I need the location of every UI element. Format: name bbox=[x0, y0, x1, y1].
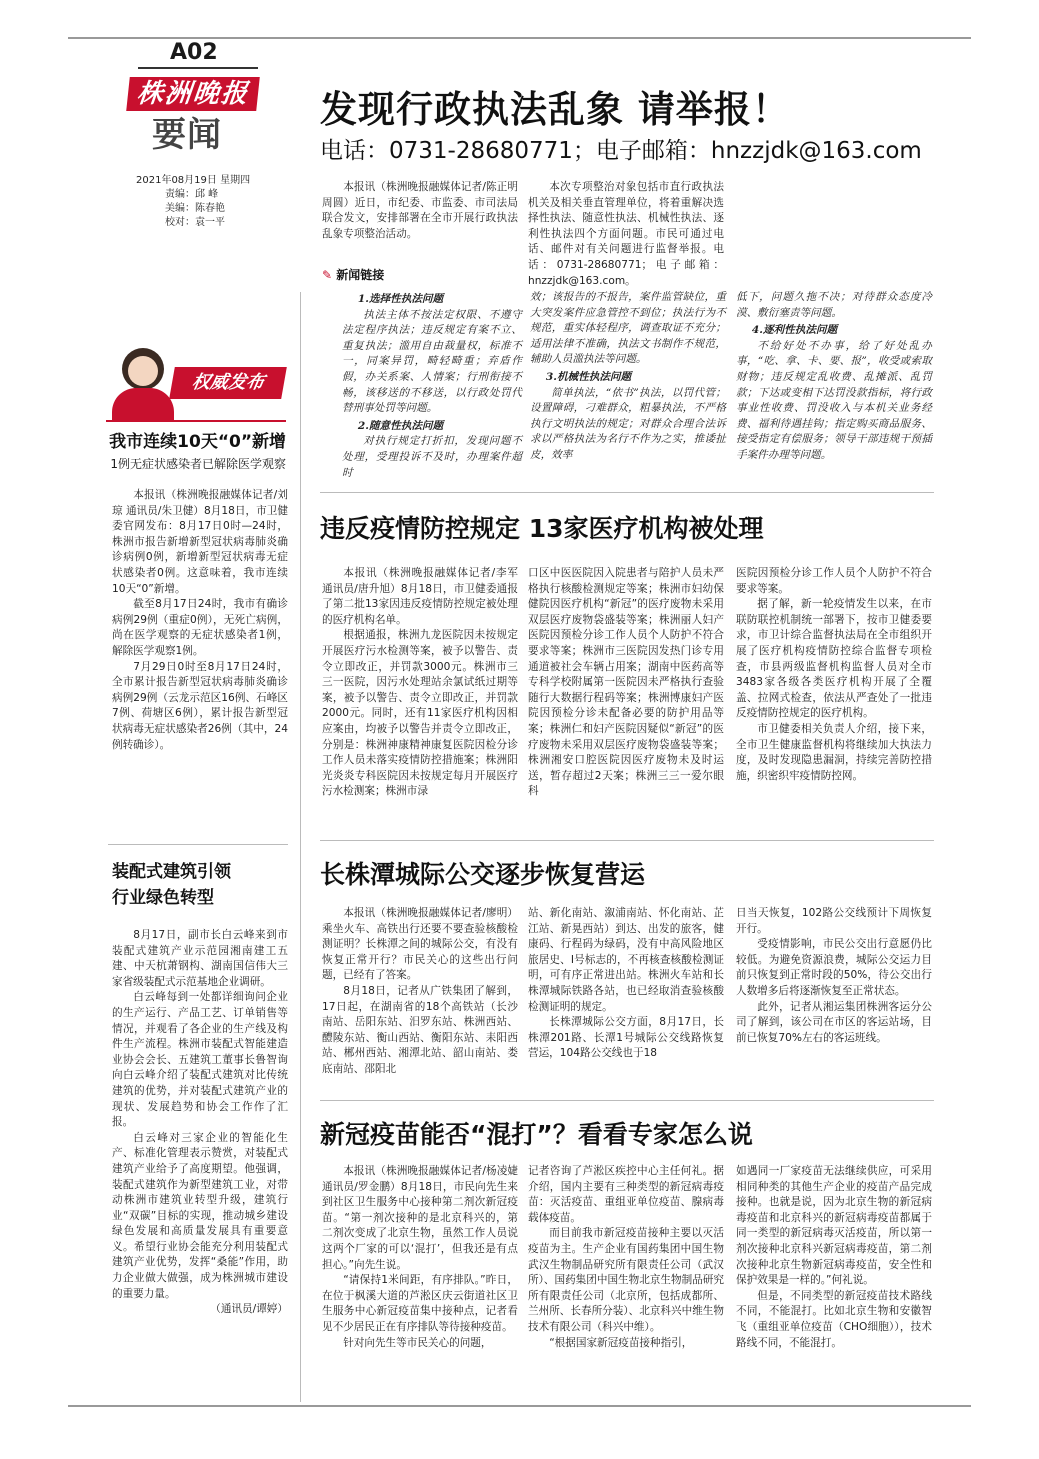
banner-paragraph: 本报讯（株洲晚报融媒体记者/陈正明 周圆）近日，市纪委、市监委、市司法局联合发文，安排部署在全市开展行政执法乱象专项整治活动。 bbox=[322, 181, 518, 240]
article2-paragraph: 口区中医医院因入院患者与陪护人员未严格执行核酸检测规定等案；株洲市妇幼保健院因医疗机构“新冠”的医疗废物未采用双层医疗废物袋盛装等案；株洲丽人妇产医院因预检分诊工作人员个人防护不符合要求等案；株洲市三医院因发热门诊专用通道被社会车辆占用案；湖南中医药高等专科学校附属第一医院因未严格执行查验随行大数据行程码等案；株洲博康妇产医院因预检分诊未配备必要的防护用品等案；株洲仁和妇产医院因疑似“新冠”的医疗废物未采用双层医疗废物袋盛装等案；株洲湘安口腔医院因医疗废物未及时运送，暂存超过2天案；株洲三三一爱尔眼科 bbox=[528, 567, 724, 798]
sidebar2-paragraph: 8月17日，副市长白云峰来到市装配式建筑产业示范园湘南建工五建、中天杭萧钢构、湖南国信伟大三家省级装配式示范基地企业调研。 bbox=[112, 929, 288, 988]
article4-col-1 bbox=[322, 1164, 518, 1351]
banner-col-2 bbox=[528, 180, 724, 289]
sidebar2-headline-2: 行业绿色转型 bbox=[112, 888, 214, 908]
link-subhead: 2.随意性执法问题 bbox=[357, 419, 444, 432]
section-name: 要闻 bbox=[152, 115, 222, 155]
article2-col-2 bbox=[528, 566, 724, 800]
sidebar1-paragraph: 7月29日0时至8月17日24时，全市累计报告新型冠状病毒肺炎确诊病例29例（云龙示范区16例、石峰区7例、荷塘区6例），累计报告新型冠状病毒无症状感染者26例（其中，24例转确诊）。 bbox=[112, 660, 288, 751]
banner-contact: 电话：0731-28680771；电子邮箱：hnzzjdk@163.com bbox=[320, 138, 922, 164]
article4-paragraph: 针对向先生等市民关心的问题， bbox=[343, 1336, 492, 1349]
sidebar1-subhead: 1例无症状感染者已解除医学观察 bbox=[110, 457, 286, 471]
link-subhead: 1.选择性执法问题 bbox=[357, 293, 444, 305]
sidebar1-paragraph: 本报讯（株洲晚报融媒体记者/刘琼 通讯员/朱卫健）8月18日，市卫健委官网发布：8月17日0时—24时，株洲市报告新增新型冠状病毒肺炎确诊病例0例，新增新型冠状病毒无症状感染者0例。这意味着，我市连续10天“0”新增。 bbox=[112, 489, 288, 595]
link-paragraph: 不给好处不办事，给了好处乱办事，“吃、拿、卡、要、报”，收受或索取财物；违反规定乱收费、乱摊派、乱罚款；下达或变相下达罚没款指标，将行政事业性收费、罚没收入与本机关业务经费、福利待遇挂钩；指定购买商品服务、接受指定有偿服务；领导干部违规干预插手案件办理等问题。 bbox=[736, 339, 932, 461]
section-separator bbox=[320, 492, 934, 493]
sidebar2-credit: （通讯员/谭婷） bbox=[210, 1303, 288, 1316]
link-paragraph: 低下，问题久拖不决；对待群众态度冷漠、敷衍塞责等问题。 bbox=[736, 291, 932, 319]
link-paragraph: 执法主体不按法定权限、不遵守法定程序执法；违反规定有案不立、重复执法；滥用自由裁量权，标准不一，同案异罚，畸轻畸重；弃盾作假，办关系案、人情案；行刑衔接不畅，该移送的不移送，以行政处罚代替刑事处罚等问题。 bbox=[342, 308, 522, 415]
banner-headline: 发现行政执法乱象 请举报！ bbox=[320, 88, 790, 131]
article3-col-2 bbox=[528, 906, 724, 1062]
editor-credit: 责编：邱 峰 bbox=[165, 189, 219, 200]
article4-paragraph: 如遇同一厂家疫苗无法继续供应，可采用相同种类的其他生产企业的疫苗产品完成接种。也就是说，因为北京生物的新冠病毒疫苗和北京科兴的新冠病毒疫苗都属于同一类型的新冠病毒灭活疫苗，所以第一剂次接种北京科兴新冠病毒疫苗，第二剂次接种北京生物新冠病毒疫苗，安全性和保护效果是一样的。”何礼说。 bbox=[736, 1165, 932, 1287]
pen-icon: ✎ bbox=[322, 268, 333, 282]
sidebar2-paragraph: 白云峰每到一处都详细询问企业的生产运行、产品工艺、订单销售等情况，并观看了各企业的生产线及构件生产流程。株洲市装配式智能建造业协会会长、五建筑工董事长鲁智询向白云峰介绍了装配式建筑对比传统建筑的优势，并对装配式建筑产业的现状、发展趋势和协会工作作了汇报。 bbox=[112, 991, 288, 1129]
article3-headline: 长株潭城际公交逐步恢复营运 bbox=[320, 860, 646, 889]
banner-paragraph: 本次专项整治对象包括市直行政执法机关及相关垂直管理单位，将着重解决选择性执法、随意性执法、机械性执法、逐利性执法四个方面问题。市民可通过电话、邮件对有关问题进行监督举报。电话：0731-28680771；电子邮箱：hnzzjdk@163.com。 bbox=[528, 181, 724, 287]
link-subhead: 3.机械性执法问题 bbox=[545, 370, 632, 383]
paper-logo: 株洲晚报 bbox=[126, 77, 260, 111]
article4-paragraph: 本报讯（株洲晚报融媒体记者/杨凌婕 通讯员/罗金鹏）8月18日，市民向先生来到社区卫生服务中心接种第二剂次新冠疫苗。“第一剂次接种的是北京科兴的，第二剂次变成了北京生物，虽然工作人员说这两个厂家的可以‘混打’，但我还是有点担心。”向先生说。 bbox=[322, 1165, 518, 1271]
sidebar-separator bbox=[108, 844, 288, 845]
article4-col-2 bbox=[528, 1164, 724, 1351]
article2-col-3 bbox=[736, 566, 932, 784]
top-border bbox=[68, 37, 971, 39]
link-col-2 bbox=[530, 290, 726, 464]
article3-paragraph: 本报讯（株洲晚报融媒体记者/廖明）乘坐火车、高铁出行还要不要查验核酸检测证明？长株潭之间的城际公交，有没有恢复正常开行？市民关心的这些出行问题，已经有了答案。 bbox=[322, 907, 518, 982]
news-link-tag bbox=[322, 266, 418, 284]
issue-date: 2021年08月19日 星期四 bbox=[136, 175, 251, 186]
article4-paragraph: “根据国家新冠疫苗接种指引， bbox=[549, 1336, 693, 1349]
column-divider bbox=[300, 292, 301, 1402]
article3-col-1 bbox=[322, 906, 518, 1078]
article2-paragraph: 本报讯（株洲晚报融媒体记者/李军 通讯员/唐升旭）8月18日，市卫健委通报了第二批13家因违反疫情防控规定被处理的医疗机构名单。 bbox=[322, 567, 518, 626]
article2-headline: 违反疫情防控规定 13家医疗机构被处理 bbox=[320, 514, 764, 543]
bottom-border bbox=[68, 1405, 971, 1407]
section-separator bbox=[320, 840, 934, 841]
article3-paragraph: 受疫情影响，市民公交出行意愿仍比较低。为避免资源浪费，城际公交运力目前只恢复到正常时段的50%，待公交出行人数增多后将逐渐恢复至正常状态。 bbox=[736, 938, 932, 997]
section-separator bbox=[320, 1100, 934, 1101]
article4-paragraph: 而目前我市新冠疫苗接种主要以灭活疫苗为主。生产企业有国药集团中国生物武汉生物制品研究所有限责任公司（武汉所）、国药集团中国生物北京生物制品研究所有限责任公司（北京所，包括成都所、兰州所、长春所分装）、北京科兴中维生物技术有限公司（科兴中维）。 bbox=[528, 1227, 724, 1333]
link-col-3 bbox=[736, 290, 932, 464]
article3-paragraph: 8月18日，记者从广铁集团了解到，17日起，在湖南省的18个高铁站（长沙南站、岳阳东站、汨罗东站、株洲西站、醴陵东站、衡山西站、衡阳东站、耒阳西站、郴州西站、湘潭北站、韶山南站、娄底南站、邵阳北 bbox=[322, 984, 518, 1075]
designer-credit: 美编：陈春艳 bbox=[165, 203, 225, 214]
article3-paragraph: 站、新化南站、溆浦南站、怀化南站、芷江站、新晃西站）到达、出发的旅客，健康码、行程码为绿码，没有中高风险地区旅居史、Ⅰ号标志的，不再核查核酸检测证明，可有序正常进出站。株洲火车站和长株潭城际铁路各站，也已经取消查验核酸检测证明的规定。 bbox=[528, 907, 724, 1013]
article4-paragraph: 记者咨询了芦淞区疾控中心主任何礼。据介绍，国内主要有三种类型的新冠病毒疫苗：灭活疫苗、重组亚单位疫苗、腺病毒载体疫苗。 bbox=[528, 1165, 724, 1224]
link-paragraph: 效；该报告的不报告，案件监管缺位，重大突发案件应急管控不到位；执法行为不规范，重实体轻程序，调查取证不充分；适用法律不准确，执法文书制作不规范，辅助人员滥执法等问题。 bbox=[530, 291, 726, 366]
article2-col-1 bbox=[322, 566, 518, 800]
proof-credit: 校对：袁一平 bbox=[165, 217, 225, 228]
article2-paragraph: 据了解，新一轮疫情发生以来，在市联防联控机制统一部署下，按市卫健委要求，市卫计综合监督执法局在全市组织开展了医疗机构疫情防控综合监督专项检查，市县两级监督机构监督人员对全市3483家各级各类医疗机构开展了全覆盖、拉网式检查，依法从严查处了一批违反疫情防控规定的医疗机构。 bbox=[736, 598, 932, 720]
link-col-1 bbox=[342, 290, 522, 481]
sidebar1-headline: 我市连续10天“0”新增 bbox=[109, 432, 286, 452]
article4-headline: 新冠疫苗能否“混打”？看看专家怎么说 bbox=[320, 1120, 753, 1149]
sidebar1-paragraph: 截至8月17日24时，我市有确诊病例29例（重症0例），无死亡病例，尚在医学观察的无症状感染者1例，解除医学观察1例。 bbox=[112, 598, 288, 657]
reporter-figure-icon bbox=[108, 348, 178, 420]
sidebar2-headline-1: 装配式建筑引领 bbox=[112, 862, 231, 882]
link-paragraph: 简单执法，“依书”执法，以罚代管；设置障碍，刁难群众，粗暴执法，不严格执行文明执法的规定；对群众合理合法诉求以严格执法为名行不作为之实，推诿扯皮，效率 bbox=[530, 386, 726, 461]
sidebar2-paragraph: 白云峰对三家企业的智能化生产、标准化管理表示赞赏，对装配式建筑产业给予了高度期望。他强调，装配式建筑作为新型建筑工业，对带动株洲市建筑业转型升级，建筑行业“双碳”目标的实现，推动城乡建设绿色发展和高质量发展具有重要意义。希望行业协会能充分利用装配式建筑产业优势，发挥“桑能”作用，助力企业做大做强，成为株洲城市建设的重要力量。 bbox=[112, 1131, 288, 1300]
sidebar2-body bbox=[112, 928, 288, 1318]
page-number-underline bbox=[138, 67, 258, 69]
sidebar1-body bbox=[112, 488, 288, 753]
article3-paragraph: 此外，记者从湘运集团株洲客运分公司了解到，该公司在市区的客运站场，目前已恢复70%左右的客运班线。 bbox=[736, 1000, 932, 1044]
article4-paragraph: “请保持1米间距，有序排队。”昨日，在位于枫溪大道的芦淞区庆云街道社区卫生服务中心新冠疫苗集中接种点，记者看见不少居民正在有序排队等待接种疫苗。 bbox=[322, 1274, 518, 1333]
page-number: A02 bbox=[170, 40, 218, 65]
badge-rule bbox=[106, 420, 286, 422]
article4-paragraph: 但是，不同类型的新冠疫苗技术路线不同，不能混打。比如北京生物和安徽智飞（重组亚单位疫苗（CHO细胞）），技术路线不同，不能混打。 bbox=[736, 1289, 932, 1349]
article3-paragraph: 日当天恢复，102路公交线预计下周恢复开行。 bbox=[736, 907, 932, 935]
article2-paragraph: 市卫健委相关负责人介绍，接下来，全市卫生健康监督机构将继续加大执法力度，及时发现隐患漏洞，持续完善防控措施，织密织牢疫情防控网。 bbox=[736, 722, 932, 782]
link-paragraph: 对执行规定打折扣，发现问题不处理，受理投诉不及时，办理案件超时 bbox=[342, 435, 522, 479]
news-link-label: 新闻链接 bbox=[336, 268, 385, 282]
article3-paragraph: 长株潭城际公交方面，8月17日，长株潭201路、长潭1号城际公交线路恢复营运，104路公交线也于18 bbox=[528, 1016, 724, 1060]
article3-col-3 bbox=[736, 906, 932, 1046]
authority-badge: 权威发布 bbox=[169, 367, 287, 399]
article2-paragraph: 根据通报，株洲九龙医院因未按规定开展医疗污水检测等案，被予以警告、责令立即改正，并罚款3000元。株洲市三三一医院，因污水处理站余氯试纸过期等案，被予以警告、责令立即改正，并罚款2000元。同时，还有11家医疗机构因相应案由，均被予以警告并责令立即改正，分别是：株洲神康精神康复医院因检分诊工作人员未落实疫情防控措施案；株洲阳光炎炎专科医院因未按规定每月开展医疗污水检测案；株洲市渌 bbox=[322, 629, 518, 798]
article2-paragraph: 医院因预检分诊工作人员个人防护不符合要求等案。 bbox=[736, 567, 932, 595]
article4-col-3 bbox=[736, 1164, 932, 1351]
banner-col-1 bbox=[322, 180, 518, 242]
link-subhead: 4.逐利性执法问题 bbox=[751, 324, 838, 337]
